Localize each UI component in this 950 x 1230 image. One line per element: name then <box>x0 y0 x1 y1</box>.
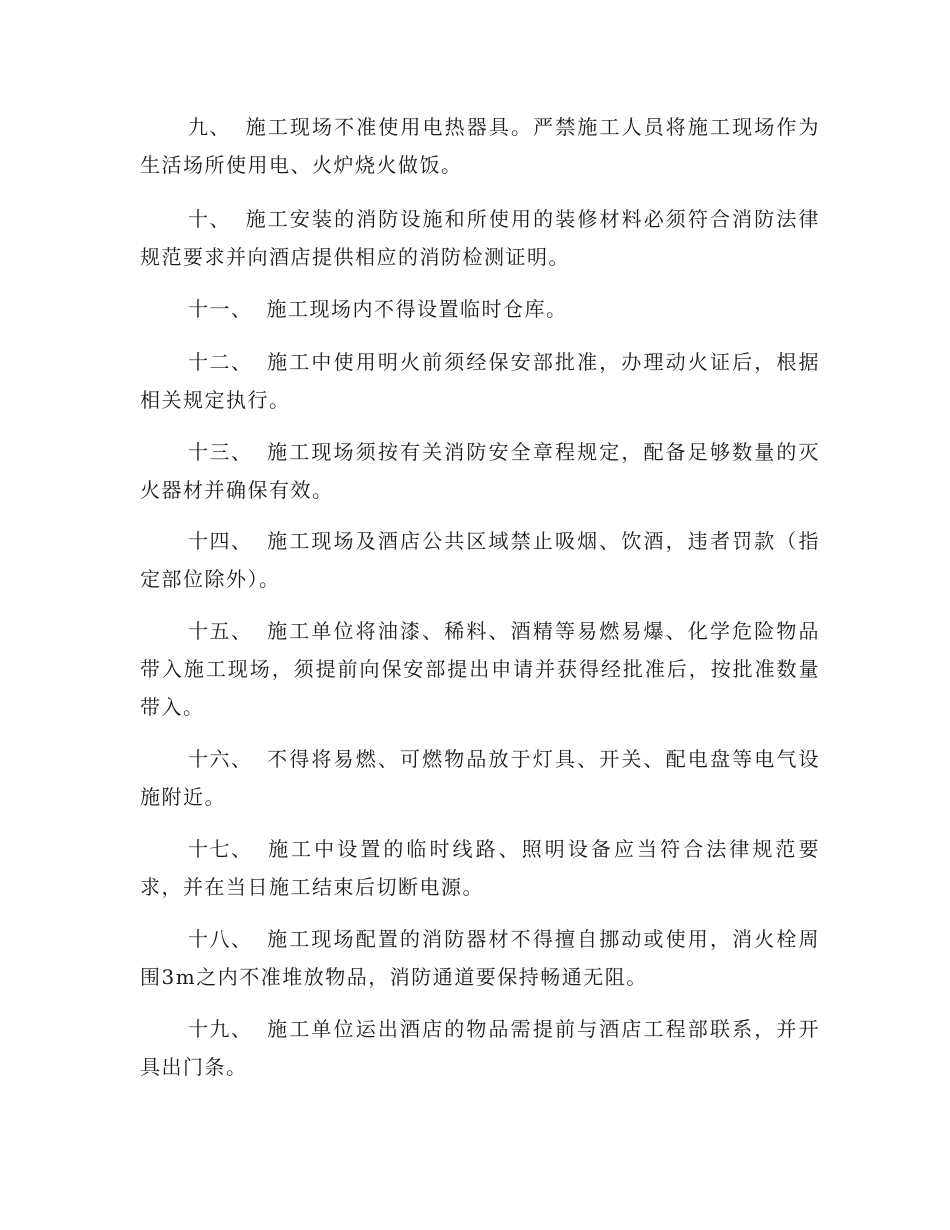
paragraph-10 <box>140 200 820 276</box>
paragraph-number: 十三、 <box>188 440 253 464</box>
paragraph-9 <box>140 108 820 184</box>
paragraph-number: 十八、 <box>188 927 253 951</box>
paragraph-text: 施工现场内不得设置临时仓库。 <box>266 297 568 321</box>
paragraph-number: 十、 <box>188 207 231 231</box>
paragraph-text: 施工现场不准使用电热器具。严禁施工人员将施工现场作为生活场所使用电、火炉烧火做饭。 <box>140 115 820 177</box>
paragraph-text: 不得将易燃、可燃物品放于灯具、开关、配电盘等电气设施附近。 <box>140 747 820 809</box>
paragraph-14 <box>140 522 820 598</box>
paragraph-18 <box>140 920 820 996</box>
paragraph-17 <box>140 830 820 906</box>
paragraph-text: 施工单位运出酒店的物品需提前与酒店工程部联系，并开具出门条。 <box>140 1017 820 1079</box>
paragraph-text: 施工现场配置的消防器材不得擅自挪动或使用，消火栓周围3m之内不准堆放物品，消防通道要保持畅通无阻。 <box>140 927 820 989</box>
paragraph-number: 十六、 <box>188 747 253 771</box>
paragraph-19 <box>140 1010 820 1086</box>
paragraph-15 <box>140 612 820 726</box>
paragraph-text: 施工中设置的临时线路、照明设备应当符合法律规范要求，并在当日施工结束后切断电源。 <box>140 837 820 899</box>
paragraph-number: 十五、 <box>188 619 253 643</box>
paragraph-number: 十一、 <box>188 297 253 321</box>
paragraph-text: 施工安装的消防设施和所使用的装修材料必须符合消防法律规范要求并向酒店提供相应的消防检测证明。 <box>140 207 820 269</box>
paragraph-number: 十四、 <box>188 529 253 553</box>
paragraph-text: 施工现场须按有关消防安全章程规定，配备足够数量的灭火器材并确保有效。 <box>140 440 820 502</box>
paragraph-13 <box>140 433 820 509</box>
paragraph-text: 施工中使用明火前须经保安部批准，办理动火证后，根据相关规定执行。 <box>140 350 820 412</box>
paragraph-number: 九、 <box>188 115 231 139</box>
paragraph-12 <box>140 343 820 419</box>
paragraph-text: 施工单位将油漆、稀料、酒精等易燃易爆、化学危险物品带入施工现场，须提前向保安部提出申请并获得经批准后，按批准数量带入。 <box>140 619 820 719</box>
paragraph-number: 十二、 <box>188 350 253 374</box>
paragraph-11 <box>140 290 820 328</box>
paragraph-number: 十七、 <box>188 837 253 861</box>
paragraph-number: 十九、 <box>188 1017 253 1041</box>
paragraph-16 <box>140 740 820 816</box>
paragraph-text: 施工现场及酒店公共区域禁止吸烟、饮酒，违者罚款（指定部位除外）。 <box>140 529 820 591</box>
